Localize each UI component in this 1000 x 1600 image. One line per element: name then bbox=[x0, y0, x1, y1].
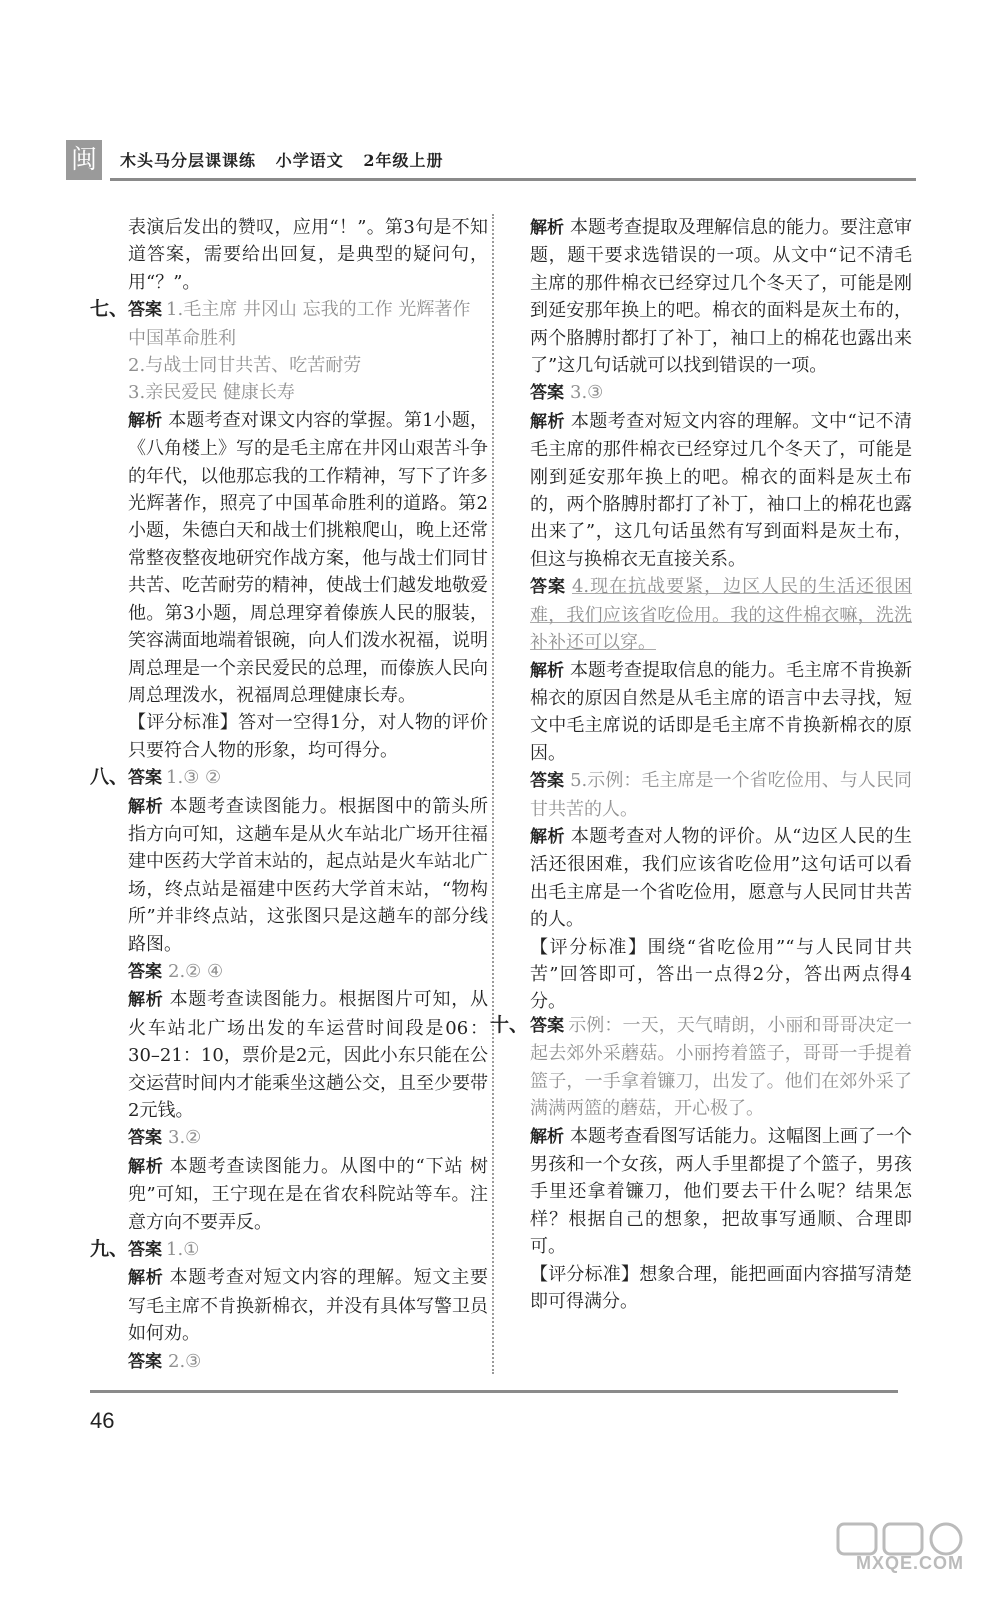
scoring-standard: 【评分标准】想象合理，能把画面内容描写清楚即可得满分。 bbox=[530, 1263, 912, 1313]
analysis-label: 解析 bbox=[128, 990, 164, 1011]
right-column bbox=[530, 214, 912, 1016]
analysis-label: 解析 bbox=[128, 796, 164, 817]
analysis: 解析 本题考查对人物的评价。从“边区人民的生活还很困难，我们应该省吃俭用”这句话可以看出毛主席是一个省吃俭用，愿意与人民同甘共苦的人。 bbox=[530, 825, 913, 931]
region-badge: 闽 bbox=[66, 140, 102, 180]
analysis-label: 解析 bbox=[530, 826, 565, 847]
analysis-label: 解析 bbox=[530, 411, 565, 432]
section-number: 十、 bbox=[490, 1014, 529, 1036]
analysis: 解析 本题考查读图能力。根据图中的箭头所指方向可知，这趟车是从火车站北广场开往福建中医药大学首末站的，起点站是火车站北广场，终点站是福建中医药大学首末站，“物构所”并非终点站，这张图只是这趟车的部分线路图。 bbox=[128, 795, 489, 955]
answer-label: 答案 bbox=[128, 300, 163, 321]
answer: 答案 3.② bbox=[128, 1127, 202, 1149]
section-8 bbox=[90, 764, 488, 792]
analysis-label: 解析 bbox=[128, 1156, 164, 1177]
answer: 答案 2.③ bbox=[128, 1350, 202, 1372]
analysis-label: 解析 bbox=[530, 1126, 564, 1147]
book-title: 木头马分层课课练 小学语文 2年级上册 bbox=[120, 151, 444, 170]
scoring-standard: 【评分标准】围绕“省吃俭用”“与人民同甘共苦”回答即可，答出一点得2分，答出两点得4分。 bbox=[530, 936, 912, 1013]
answer: 答案 4.现在抗战要紧，边区人民的生活还很困难，我们应该省吃俭用。我的这件棉衣嘛，洗洗补补还可以穿。 bbox=[530, 576, 912, 654]
footer-rule bbox=[90, 1390, 898, 1393]
answer-text: 1.① bbox=[166, 1239, 200, 1261]
watermark-text: MXQE.COM bbox=[855, 1553, 964, 1573]
analysis-label: 解析 bbox=[530, 660, 564, 681]
left-column bbox=[90, 214, 488, 1376]
answer-label: 答案 bbox=[128, 1240, 163, 1261]
answer-text: 示例：一天，天气晴朗，小丽和哥哥决定一起去郊外采蘑菇。小丽挎着篮子，哥哥一手提着篮子，一手拿着镰刀，出发了。他们在郊外采了满满两篮的蘑菇，开心极了。 bbox=[530, 1015, 913, 1120]
answer-label: 答案 bbox=[128, 1128, 162, 1149]
answer: 答案 2.② ④ bbox=[128, 960, 224, 982]
analysis: 解析 本题考查对短文内容的理解。短文主要写毛主席不肯换新棉衣，并没有具体写警卫员如何劝。 bbox=[128, 1267, 489, 1345]
answer-label: 答案 bbox=[530, 1016, 565, 1036]
analysis: 解析 本题考查提取信息的能力。毛主席不肯换新棉衣的原因自然是从毛主席的语言中去寻找，短文中毛主席说的话即是毛主席不肯换新棉衣的原因。 bbox=[530, 659, 912, 764]
page-number: 46 bbox=[90, 1408, 115, 1433]
answer-label: 答案 bbox=[530, 383, 564, 404]
section-9 bbox=[90, 1236, 488, 1264]
answer-label: 答案 bbox=[128, 768, 163, 789]
analysis: 解析 本题考查读图能力。根据图片可知，从火车站北广场出发的车运营时间段是06：30–21：10，票价是2元，因此小东只能在公交运营时间内才能乘坐这趟公交，且至少要带2元钱。 bbox=[128, 989, 489, 1121]
analysis-label: 解析 bbox=[530, 218, 564, 238]
site-watermark bbox=[826, 1520, 986, 1580]
section-number: 九、 bbox=[90, 1238, 129, 1261]
scoring-standard: 【评分标准】答对一空得1分，对人物的评价只要符合人物的形象，均可得分。 bbox=[128, 712, 488, 761]
analysis-label: 解析 bbox=[128, 1268, 164, 1289]
analysis: 解析 本题考查读图能力。从图中的“下站 树兜”可知，王宁现在是在省农科院站等车。注意方向不要弄反。 bbox=[128, 1155, 488, 1233]
answer-text: 1.③ ② bbox=[166, 767, 222, 789]
header-rule bbox=[110, 178, 916, 181]
answer-label: 答案 bbox=[530, 771, 565, 792]
answer-label: 答案 bbox=[128, 961, 162, 982]
analysis: 解析 本题考查看图写话能力。这幅图上画了一个男孩和一个女孩，两人手里都提了个篮子，男孩手里还拿着镰刀，他们要去干什么呢？结果怎样？根据自己的想象，把故事写通顺、合理即可。 bbox=[530, 1125, 912, 1258]
section-number: 八、 bbox=[90, 766, 129, 789]
section-10 bbox=[490, 1012, 912, 1315]
answer-text: 2.与战士同甘共苦、吃苦耐劳 bbox=[128, 355, 362, 377]
section-number: 七、 bbox=[90, 298, 129, 321]
analysis: 解析 本题考查对短文内容的理解。文中“记不清毛主席的那件棉衣已经穿过几个冬天了，可能是刚到延安那年换上的吧。棉衣的面料是灰土布的，两个胳膊肘都打了补丁，袖口上的棉花也露出来了”，这几句话虽然有写到面料是灰土布，但这与换棉衣无直接关系。 bbox=[530, 410, 913, 570]
page-header bbox=[66, 140, 916, 185]
analysis: 解析 本题考查对课文内容的掌握。第1小题，《八角楼上》写的是毛主席在井冈山艰苦斗争的年代，以他那忘我的工作精神，写下了许多光辉著作，照亮了中国革命胜利的道路。第2小题，朱德白天和战士们挑粮爬山，晚上还常常整夜整夜地研究作战方案，他与战士们同甘共苦、吃苦耐劳的精神，使战士们越发地敬爱他。第3小题，周总理穿着傣族人民的服装，笑容满面地端着银碗，向人们泼水祝福，说明周总理是一个亲民爱民的总理，而傣族人民向周总理泼水，祝福周总理健康长寿。 bbox=[128, 409, 489, 706]
answer: 答案 5.示例：毛主席是一个省吃俭用、与人民同甘共苦的人。 bbox=[530, 770, 912, 820]
answer-label: 答案 bbox=[530, 577, 566, 598]
answer-text: 1.毛主席 井冈山 忘我的工作 光辉著作 中国革命胜利 bbox=[128, 299, 471, 349]
answer-text: 3.亲民爱民 健康长寿 bbox=[128, 382, 295, 404]
analysis-label: 解析 bbox=[128, 410, 163, 431]
answer-label: 答案 bbox=[128, 1351, 162, 1372]
section-7 bbox=[90, 296, 488, 407]
answer: 答案 3.③ bbox=[530, 382, 604, 404]
analysis: 解析 本题考查提取及理解信息的能力。要注意审题，题干要求选错误的一项。从文中“记不清毛主席的那件棉衣已经穿过几个冬天了，可能是刚到延安那年换上的吧。棉衣的面料是灰土布的，两个胳膊肘都打了补丁，袖口上的棉花也露出来了”这几句话就可以找到错误的一项。 bbox=[530, 217, 912, 377]
paragraph-continued: 表演后发出的赞叹，应用“！”。第3句是不知道答案，需要给出回复，是典型的疑问句，用“？”。 bbox=[128, 217, 488, 293]
